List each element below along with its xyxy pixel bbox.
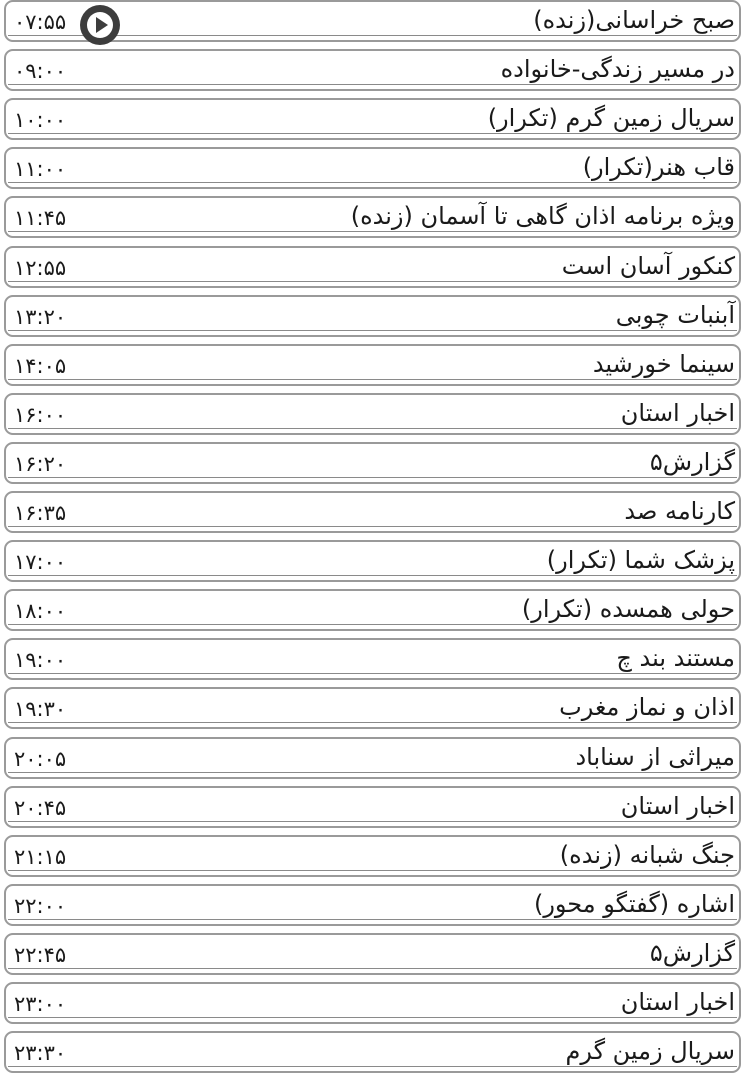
- schedule-row-content: [8, 5, 737, 36]
- schedule-row[interactable]: [4, 786, 741, 828]
- program-title: قاب هنر(تکرار): [582, 153, 735, 182]
- time-group: [8, 353, 66, 379]
- schedule-row-content: [8, 643, 737, 674]
- schedule-row-content: [8, 692, 737, 723]
- program-title: کنکور آسان است: [561, 251, 735, 280]
- schedule-row-content: [8, 938, 737, 969]
- program-time: ۱۶:۳۵: [14, 501, 67, 525]
- program-title: سریال زمین گرم: [565, 1037, 735, 1066]
- program-time: ۲۳:۳۰: [14, 1041, 67, 1066]
- program-title: پزشک شما (تکرار): [546, 546, 735, 575]
- schedule-row[interactable]: [4, 687, 741, 729]
- schedule-row[interactable]: [4, 1031, 741, 1073]
- time-group: [8, 844, 66, 870]
- time-group: [8, 598, 66, 624]
- time-group: [8, 5, 120, 35]
- program-time: ۱۶:۲۰: [14, 451, 67, 476]
- program-title: اذان و نماز مغرب: [559, 693, 735, 722]
- program-time: ۲۲:۴۵: [14, 942, 67, 967]
- schedule-row[interactable]: [4, 147, 741, 189]
- program-title: گزارش۵: [649, 938, 735, 967]
- program-time: ۱۳:۲۰: [14, 304, 67, 329]
- program-title: اشاره (گفتگو محور): [533, 889, 735, 918]
- program-time: ۱۲:۵۵: [14, 255, 67, 280]
- schedule-row[interactable]: [4, 98, 741, 140]
- schedule-row[interactable]: [4, 196, 741, 238]
- program-title: گزارش۵: [649, 447, 735, 476]
- time-group: [8, 107, 66, 133]
- time-group: [8, 942, 66, 968]
- time-group: [8, 304, 66, 330]
- schedule-row[interactable]: [4, 884, 741, 926]
- program-title: در مسیر زندگی-خانواده: [500, 55, 735, 84]
- program-time: ۲۳:۰۰: [14, 992, 67, 1016]
- program-title: حولی همسده (تکرار): [521, 595, 735, 624]
- schedule-row[interactable]: [4, 933, 741, 975]
- time-group: [8, 795, 66, 821]
- time-group: [8, 746, 66, 772]
- program-time: ۱۴:۰۵: [14, 353, 67, 378]
- program-time: ۱۶:۰۰: [14, 402, 67, 427]
- time-group: [8, 402, 66, 428]
- schedule-row-content: [8, 1036, 737, 1067]
- schedule-row-content: [8, 594, 737, 625]
- schedule-row-content: [8, 398, 737, 429]
- time-group: [8, 991, 66, 1017]
- program-title: اخبار استان: [620, 398, 735, 427]
- program-time: ۱۸:۰۰: [14, 599, 67, 624]
- schedule-row-content: [8, 349, 737, 380]
- schedule-row[interactable]: [4, 0, 741, 42]
- schedule-row-content: [8, 545, 737, 576]
- schedule-row[interactable]: [4, 49, 741, 91]
- schedule-row[interactable]: [4, 344, 741, 386]
- program-title: سینما خورشید: [592, 349, 735, 378]
- time-group: [8, 451, 66, 477]
- program-title: ویژه برنامه اذان گاهی تا آسمان (زنده): [350, 202, 735, 231]
- time-group: [8, 156, 66, 182]
- program-title: آبنبات چوبی: [615, 300, 735, 329]
- program-time: ۱۹:۳۰: [14, 697, 67, 722]
- program-title: میراثی از سناباد: [575, 742, 735, 771]
- schedule-row[interactable]: [4, 638, 741, 680]
- play-icon: [80, 5, 120, 45]
- time-group: [8, 893, 66, 919]
- schedule-row[interactable]: [4, 540, 741, 582]
- program-time: ۲۰:۰۵: [14, 746, 67, 771]
- program-title: جنگ شبانه (زنده): [559, 840, 735, 869]
- time-group: [8, 58, 66, 84]
- program-time: ۱۰:۰۰: [14, 108, 67, 133]
- schedule-row[interactable]: [4, 835, 741, 877]
- program-title: کارنامه صد: [624, 497, 735, 525]
- schedule-row-content: [8, 987, 737, 1018]
- schedule-row[interactable]: [4, 491, 741, 533]
- play-button[interactable]: [80, 5, 120, 45]
- program-time: ۰۷:۵۵: [14, 10, 67, 34]
- program-time: ۱۱:۰۰: [14, 157, 67, 182]
- program-time: ۱۱:۴۵: [14, 206, 67, 231]
- program-time: ۲۰:۴۵: [14, 795, 67, 820]
- time-group: [8, 696, 66, 722]
- program-time: ۲۲:۰۰: [14, 893, 67, 918]
- program-time: ۲۱:۱۵: [14, 844, 67, 869]
- time-group: [8, 1040, 66, 1066]
- schedule-row-content: [8, 103, 737, 134]
- schedule-row-content: [8, 54, 737, 85]
- schedule-row[interactable]: [4, 393, 741, 435]
- schedule-row[interactable]: [4, 295, 741, 337]
- time-group: [8, 205, 66, 231]
- schedule-row-content: [8, 791, 737, 822]
- time-group: [8, 500, 66, 526]
- schedule-row[interactable]: [4, 589, 741, 631]
- schedule-row[interactable]: [4, 737, 741, 779]
- schedule-row-content: [8, 300, 737, 331]
- schedule-row[interactable]: [4, 246, 741, 288]
- program-title: صبح خراسانی(زنده): [533, 6, 735, 34]
- time-group: [8, 255, 66, 281]
- program-time: ۱۹:۰۰: [14, 648, 67, 673]
- schedule-row[interactable]: [4, 982, 741, 1024]
- program-title: اخبار استان: [620, 988, 735, 1016]
- schedule-row[interactable]: [4, 442, 741, 484]
- time-group: [8, 549, 66, 575]
- schedule-row-content: [8, 496, 737, 527]
- time-group: [8, 647, 66, 673]
- schedule-row-content: [8, 251, 737, 282]
- program-title: سریال زمین گرم (تکرار): [487, 104, 735, 133]
- program-time: ۱۷:۰۰: [14, 550, 67, 575]
- schedule-row-content: [8, 889, 737, 920]
- program-time: ۰۹:۰۰: [14, 59, 67, 84]
- program-title: اخبار استان: [620, 791, 735, 820]
- schedule-row-content: [8, 742, 737, 773]
- program-title: مستند بند چ: [616, 644, 735, 673]
- schedule-row-content: [8, 152, 737, 183]
- schedule-row-content: [8, 840, 737, 871]
- schedule-row-content: [8, 201, 737, 232]
- schedule-row-content: [8, 447, 737, 478]
